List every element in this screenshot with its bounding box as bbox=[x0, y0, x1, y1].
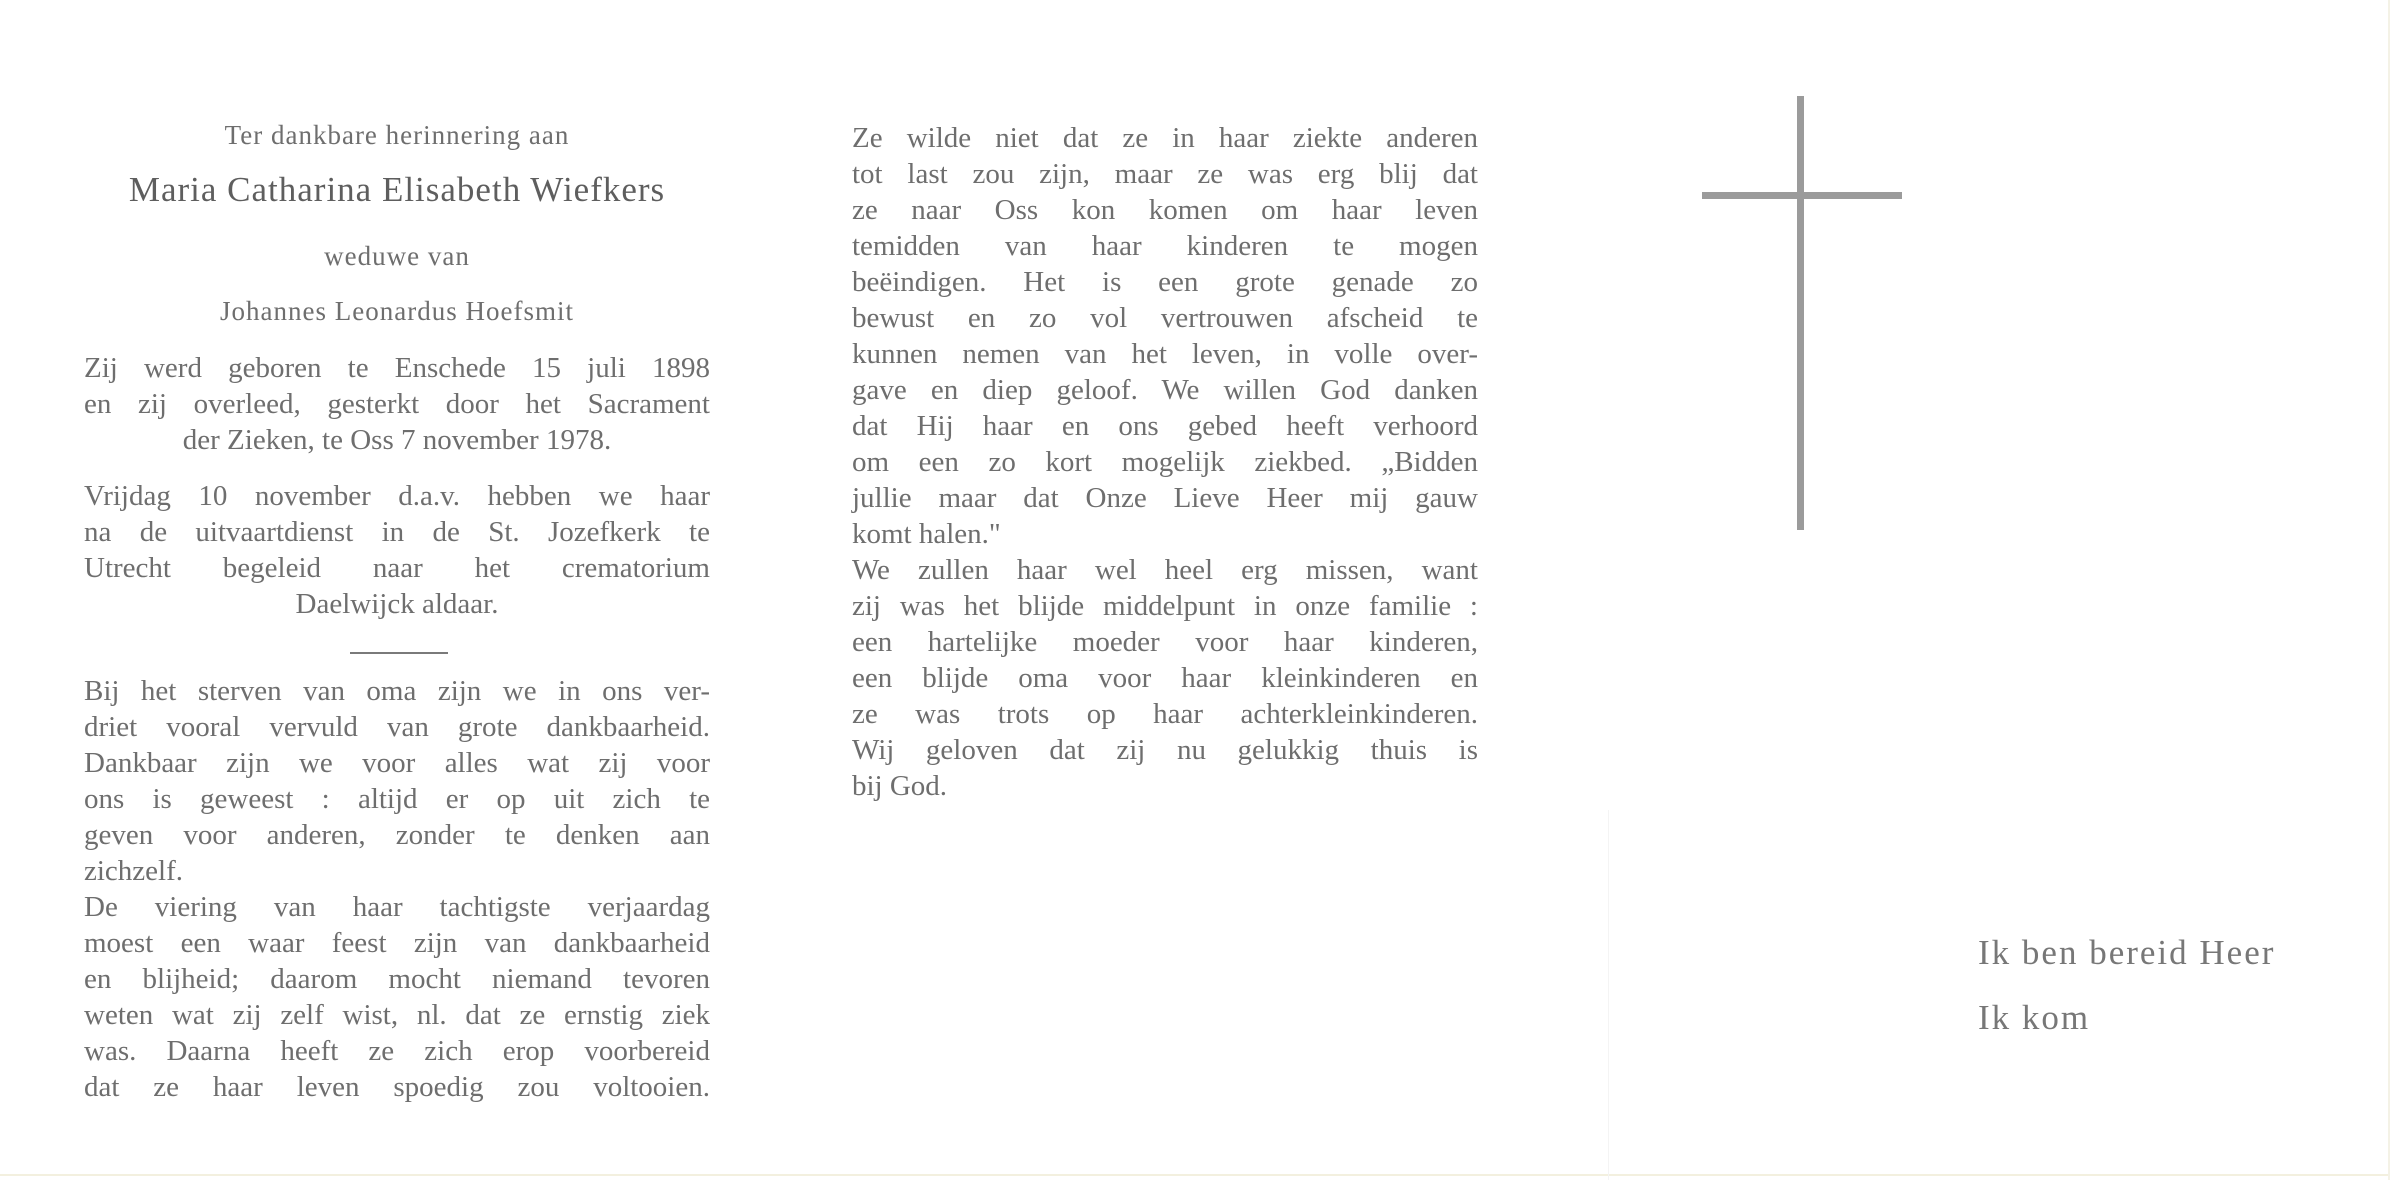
text-line: De viering van haar tachtigste verjaardag bbox=[84, 891, 710, 923]
intro-text: Ter dankbare herinnering aan bbox=[224, 120, 570, 150]
left-panel bbox=[0, 0, 760, 1200]
text-line: weten wat zij zelf wist, nl. dat ze ernstig ziek bbox=[84, 999, 710, 1031]
text-line: tot last zou zijn, maar ze was erg blij dat bbox=[852, 158, 1478, 190]
cross-icon-bar bbox=[1702, 192, 1902, 199]
quote-line: Ik ben bereid Heer bbox=[1978, 933, 2276, 972]
text-line: dat Hij haar en ons gebed heeft verhoord bbox=[852, 410, 1478, 442]
text-line: Wij geloven dat zij nu gelukkig thuis is bbox=[852, 734, 1478, 766]
text-line: ons is geweest : altijd er op uit zich te bbox=[84, 783, 710, 815]
text-line: een hartelijke moeder voor haar kinderen, bbox=[852, 626, 1478, 658]
text-line: Bij het sterven van oma zijn we in ons ver- bbox=[84, 675, 710, 707]
text-line: kunnen nemen van het leven, in volle over- bbox=[852, 338, 1478, 370]
text-line: jullie maar dat Onze Lieve Heer mij gauw bbox=[852, 482, 1478, 514]
paper-fold bbox=[1608, 810, 1609, 1180]
quote-line: Ik kom bbox=[1978, 998, 2091, 1037]
text-line: geven voor anderen, zonder te denken aan bbox=[84, 819, 710, 851]
birth-death-line: der Zieken, te Oss 7 november 1978. bbox=[182, 424, 612, 456]
funeral-line: Daelwijck aldaar. bbox=[295, 588, 499, 620]
paper-edge bbox=[2388, 0, 2390, 1180]
text-line: driet vooral vervuld van grote dankbaarheid. bbox=[84, 711, 710, 743]
funeral-line: na de uitvaartdienst in de St. Jozefkerk te bbox=[84, 516, 710, 548]
text-line: Ze wilde niet dat ze in haar ziekte anderen bbox=[852, 122, 1478, 154]
text-line: beëindigen. Het is een grote genade zo bbox=[852, 266, 1478, 298]
text-line: ze was trots op haar achterkleinkinderen. bbox=[852, 698, 1478, 730]
separator-rule bbox=[350, 652, 448, 654]
text-line: dat ze haar leven spoedig zou voltooien. bbox=[84, 1071, 710, 1103]
spouse-name: Johannes Leonardus Hoefsmit bbox=[220, 296, 574, 326]
text-line: We zullen haar wel heel erg missen, want bbox=[852, 554, 1478, 586]
text-line: een blijde oma voor haar kleinkinderen en bbox=[852, 662, 1478, 694]
widow-of-text: weduwe van bbox=[324, 241, 470, 271]
birth-death-line: en zij overleed, gesterkt door het Sacrament bbox=[84, 388, 710, 420]
cross-icon bbox=[1797, 96, 1804, 530]
text-line: bij God. bbox=[852, 770, 948, 802]
birth-death-line: Zij werd geboren te Enschede 15 juli 1898 bbox=[84, 352, 710, 384]
middle-panel bbox=[760, 0, 1560, 1200]
funeral-line: Utrecht begeleid naar het crematorium bbox=[84, 552, 710, 584]
text-line: was. Daarna heeft ze zich erop voorbereid bbox=[84, 1035, 710, 1067]
text-line: gave en diep geloof. We willen God danken bbox=[852, 374, 1478, 406]
text-line: Dankbaar zijn we voor alles wat zij voor bbox=[84, 747, 710, 779]
text-line: komt halen." bbox=[852, 518, 1001, 550]
text-line: moest een waar feest zijn van dankbaarheid bbox=[84, 927, 710, 959]
text-line: bewust en zo vol vertrouwen afscheid te bbox=[852, 302, 1478, 334]
text-line: om een zo kort mogelijk ziekbed. „Bidden bbox=[852, 446, 1478, 478]
paper-edge bbox=[0, 1174, 2390, 1176]
text-line: en blijheid; daarom mocht niemand tevoren bbox=[84, 963, 710, 995]
text-line: ze naar Oss kon komen om haar leven bbox=[852, 194, 1478, 226]
text-line: zichzelf. bbox=[84, 855, 184, 887]
deceased-name: Maria Catharina Elisabeth Wiefkers bbox=[128, 170, 666, 209]
funeral-line: Vrijdag 10 november d.a.v. hebben we haar bbox=[84, 480, 710, 512]
text-line: temidden van haar kinderen te mogen bbox=[852, 230, 1478, 262]
text-line: zij was het blijde middelpunt in onze familie : bbox=[852, 590, 1478, 622]
